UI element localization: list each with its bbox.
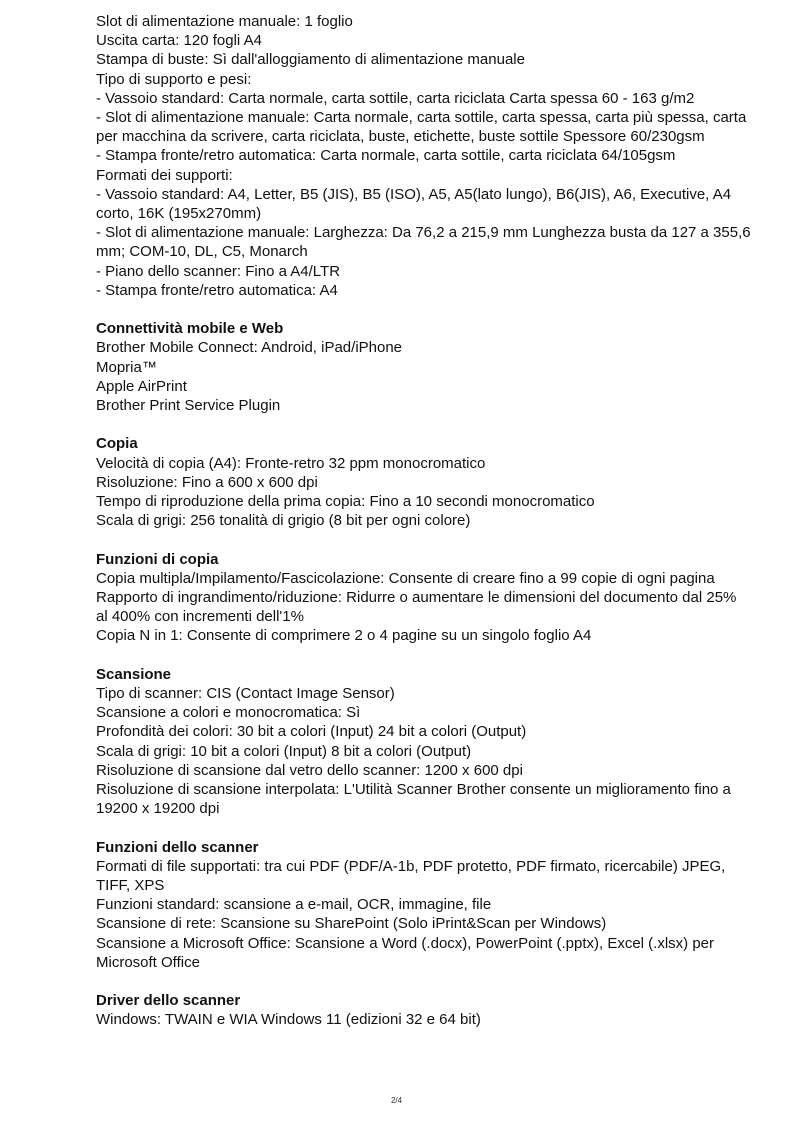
- text-line: Tipo di scanner: CIS (Contact Image Sensor): [96, 685, 395, 703]
- text-line: Formati dei supporti:: [96, 166, 233, 184]
- section-scanner-functions: [96, 838, 751, 972]
- text-line: Mopria™: [96, 358, 157, 376]
- text-line: Scansione di rete: Scansione su SharePoint (Solo iPrint&Scan per Windows): [96, 915, 607, 933]
- section-scan: [96, 665, 751, 819]
- section-paper-handling: [96, 12, 751, 300]
- text-line: Tempo di riproduzione della prima copia: Fino a 10 secondi monocromatico: [96, 493, 595, 511]
- text-line: Tipo di supporto e pesi:: [96, 70, 252, 88]
- text-line: Risoluzione: Fino a 600 x 600 dpi: [96, 473, 318, 491]
- document-body: [96, 12, 751, 1030]
- text-line: Funzioni standard: scansione a e-mail, OCR, immagine, file: [96, 896, 492, 914]
- section-heading: Funzioni dello scanner: [96, 838, 259, 856]
- text-line: Copia N in 1: Consente di comprimere 2 o 4 pagine su un singolo foglio A4: [96, 627, 592, 645]
- text-line: - Vassoio standard: A4, Letter, B5 (JIS), B5 (ISO), A5, A5(lato lungo), B6(JIS), A6, Executive, A4 corto, 16K (195x270mm): [96, 185, 732, 223]
- text-line: Apple AirPrint: [96, 377, 187, 395]
- section-scanner-driver: [96, 991, 751, 1029]
- text-line: Formati di file supportati: tra cui PDF (PDF/A-1b, PDF protetto, PDF firmato, ricercabile) JPEG, TIFF, XPS: [96, 857, 726, 895]
- section-copy: [96, 434, 751, 530]
- text-line: Scala di grigi: 256 tonalità di grigio (8 bit per ogni colore): [96, 512, 471, 530]
- text-line: Uscita carta: 120 fogli A4: [96, 32, 262, 50]
- section-heading: Scansione: [96, 665, 172, 683]
- text-line: Risoluzione di scansione dal vetro dello scanner: 1200 x 600 dpi: [96, 761, 523, 779]
- section-heading: Connettività mobile e Web: [96, 320, 284, 338]
- text-line: - Vassoio standard: Carta normale, carta sottile, carta riciclata Carta spessa 60 - 163 g/m2: [96, 89, 695, 107]
- section-heading: Driver dello scanner: [96, 992, 241, 1010]
- text-line: Scansione a colori e monocromatica: Sì: [96, 704, 361, 722]
- text-line: - Piano dello scanner: Fino a A4/LTR: [96, 262, 341, 280]
- text-line: Slot di alimentazione manuale: 1 foglio: [96, 13, 353, 30]
- section-heading: Copia: [96, 435, 138, 453]
- text-line: - Stampa fronte/retro automatica: A4: [96, 281, 338, 299]
- text-line: Rapporto di ingrandimento/riduzione: Ridurre o aumentare le dimensioni del documento dal 25% al 400% con incrementi dell'1%: [96, 589, 737, 626]
- text-line: Windows: TWAIN e WIA Windows 11 (edizioni 32 e 64 bit): [96, 1011, 481, 1029]
- section-heading: Funzioni di copia: [96, 550, 219, 568]
- text-line: - Stampa fronte/retro automatica: Carta normale, carta sottile, carta riciclata 64/105gsm: [96, 147, 676, 165]
- text-line: Brother Print Service Plugin: [96, 397, 281, 415]
- text-line: Scala di grigi: 10 bit a colori (Input) 8 bit a colori (Output): [96, 742, 472, 760]
- text-line: - Slot di alimentazione manuale: Carta normale, carta sottile, carta spessa, carta più spessa, carta per macchina da scrivere, carta riciclata, buste, etichette, buste sottile Spessore 60/230gsm: [96, 109, 747, 146]
- text-line: Velocità di copia (A4): Fronte-retro 32 ppm monocromatico: [96, 454, 486, 472]
- section-mobile-web: [96, 319, 751, 415]
- text-line: Profondità dei colori: 30 bit a colori (Input) 24 bit a colori (Output): [96, 723, 527, 741]
- text-line: Copia multipla/Impilamento/Fascicolazione: Consente di creare fino a 99 copie di ogni pagina: [96, 569, 715, 587]
- section-copy-functions: [96, 550, 751, 646]
- text-line: Stampa di buste: Sì dall'alloggiamento di alimentazione manuale: [96, 51, 525, 69]
- text-line: - Slot di alimentazione manuale: Larghezza: Da 76,2 a 215,9 mm Lunghezza busta da 127 a 355,6 mm; COM-10, DL, C5, Monarch: [96, 224, 751, 261]
- text-line: Risoluzione di scansione interpolata: L'Utilità Scanner Brother consente un miglioramento fino a 19200 x 19200 dpi: [96, 781, 731, 818]
- text-line: Brother Mobile Connect: Android, iPad/iPhone: [96, 339, 403, 357]
- page-number: 2/4: [390, 1096, 403, 1105]
- text-line: Scansione a Microsoft Office: Scansione a Word (.docx), PowerPoint (.pptx), Excel (.xlsx) per Microsoft Office: [96, 934, 715, 971]
